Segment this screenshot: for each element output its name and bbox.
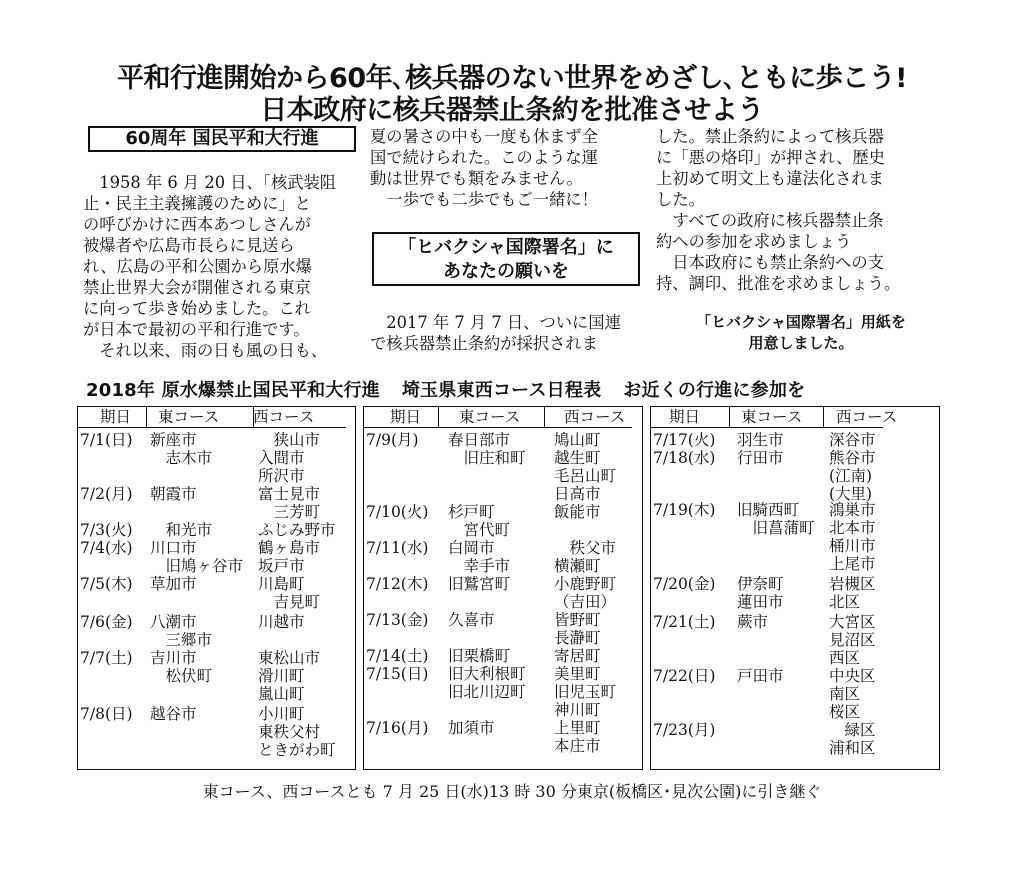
date-cell: 7/3(火) [80,521,133,539]
east-course-cell [737,501,815,537]
west-course-cell [829,431,876,449]
place-name: 新座市 [150,431,197,449]
text-line: した。禁止条約によって核兵器 [656,127,884,146]
place-name: 川越市 [258,613,305,631]
schedule-table-2 [363,406,643,770]
place-name: 見沼区 [829,631,876,649]
header-east: 東コース [459,408,521,426]
place-name: 嵐山町 [258,685,305,703]
place-name: 入間市 [258,449,305,467]
text-line: 夏の暑さの中も一度も休まず全 [370,127,598,146]
hibakusha-heading [372,232,640,286]
west-course-cell [258,431,320,485]
place-name: 草加市 [150,575,197,593]
west-course-cell [258,485,320,521]
header-date: 期日 [390,408,422,426]
text-line: に向って歩き始めました。これ [83,299,311,318]
text-line: すべての政府に核兵器禁止条 [672,211,884,230]
place-name: 旧菖蒲町 [737,519,815,537]
west-course-cell [554,431,616,503]
header-west: 西コース [836,408,898,426]
place-name: 皆野町 [554,611,601,629]
text-line: 一歩でも二歩でもご一緒に！ [386,190,598,209]
header-date: 期日 [669,408,701,426]
east-course-cell [150,575,197,593]
place-name: 八潮市 [150,613,197,631]
west-course-cell [258,539,320,575]
header-divider [729,407,730,427]
text-line: 持、調印、批准を求めましょう。 [656,274,901,293]
west-course-cell [554,539,616,575]
place-name: (江南) [829,467,873,485]
west-course-cell [258,613,305,631]
east-course-cell [150,431,212,467]
date-cell: 7/5(木) [80,575,133,593]
date-cell: 7/2(月) [80,485,133,503]
text-line: 禁止世界大会が開催される東京 [83,278,311,297]
place-name: 旧鷲宮町 [448,575,511,593]
text-line: で核兵器禁止条約が採択されま [370,334,598,353]
date-cell: 7/13(金) [366,611,429,629]
place-name: （吉田） [554,593,617,611]
place-name: 志木市 [150,449,213,467]
place-name: 伊奈町 [737,575,784,593]
signature-form-notice [656,312,946,354]
text-line: 日本政府にも禁止条約への支 [672,253,884,272]
place-name: 本庄市 [554,737,601,755]
place-name: 大宮区 [829,613,876,631]
date-cell: 7/7(土) [80,649,133,667]
date-cell: 7/16(月) [366,719,429,737]
text-line: 上初めて明文上も違法化されま [656,169,884,188]
text-line: が日本で最初の平和行進です。 [83,320,310,339]
east-course-cell [737,667,784,685]
header-divider [823,407,824,427]
place-name: 神川町 [554,701,601,719]
anniversary-text [83,172,363,361]
place-name: 小川町 [258,705,305,723]
place-name: 蕨市 [737,613,769,631]
place-name: 越谷市 [150,705,197,723]
place-name: 坂戸市 [258,557,305,575]
east-course-cell [448,431,526,467]
date-cell: 7/1(日) [80,431,133,449]
east-course-cell [448,665,526,701]
place-name: 和光市 [150,521,213,539]
text-line: の呼びかけに西本あつしさんが [83,215,311,234]
place-name: 西区 [829,649,861,667]
date-cell: 7/10(火) [366,503,429,521]
schedule-title-tail: お近くの行進に参加を [623,380,806,401]
east-course-cell [448,539,510,575]
headline-line-2: 日本政府に核兵器禁止条約を批准させよう [260,95,764,126]
date-cell: 7/6(金) [80,613,133,631]
place-name: 上尾市 [829,555,876,573]
west-course-cell [258,575,320,611]
header-rule [78,427,346,428]
east-course-cell [150,539,243,575]
place-name: 旧大利根町 [448,665,526,683]
anniversary-heading: 60周年 国民平和大行進 [88,126,356,152]
west-course-cell [829,501,876,573]
text-line: 1958 年 6 月 20 日、「核武装阻 [99,173,337,192]
text-line: 被爆者や広島市長らに見送ら [83,236,295,255]
place-name: (大里) [829,485,873,503]
place-name: 白岡市 [448,539,495,557]
header-divider [253,407,254,427]
place-name: 鶴ヶ島市 [258,539,321,557]
west-course-cell [554,575,616,611]
header-west: 西コース [564,408,626,426]
schedule-title [86,376,827,402]
west-course-cell [829,721,876,757]
date-cell: 7/20(金) [653,575,716,593]
place-name: 蓮田市 [737,593,784,611]
schedule-title-year: 2018年 原水爆禁止国民平和大行進 [86,380,380,401]
place-name: 東松山市 [258,649,321,667]
east-course-cell [150,485,197,503]
place-name: ふじみ野市 [258,521,336,539]
date-cell: 7/23(月) [653,721,716,739]
place-name: 上里町 [554,719,601,737]
place-name: 鳩山町 [554,431,601,449]
header-east: 東コース [158,408,220,426]
place-name: 加須市 [448,719,495,737]
west-course-cell [258,649,320,703]
place-name: 春日部市 [448,431,511,449]
date-cell: 7/8(日) [80,705,133,723]
place-name: 桶川市 [829,537,876,555]
place-name: 旧栗橋町 [448,647,511,665]
text-line: れ、広島の平和公園から原水爆 [83,257,312,276]
place-name: 日高市 [554,485,601,503]
header-divider [146,407,147,427]
date-cell: 7/18(水) [653,449,716,467]
west-course-cell [554,665,616,719]
place-name: 吉川市 [150,649,197,667]
east-course-cell [150,613,212,649]
west-course-cell [829,449,876,503]
place-name: 旧騎西町 [737,501,800,519]
place-name: 小鹿野町 [554,575,617,593]
header-divider [438,407,439,427]
place-name: 毛呂山町 [554,467,617,485]
text-line: に「悪の烙印」が押され、歴史 [656,148,885,167]
place-name: 行田市 [737,449,784,467]
date-cell: 7/11(水) [366,539,429,557]
place-name: 岩槻区 [829,575,876,593]
date-cell: 7/9(月) [366,431,419,449]
place-name: 幸手市 [448,557,511,575]
east-course-cell [448,611,495,629]
east-course-cell [150,521,212,539]
place-name: 寄居町 [554,647,601,665]
place-name: 羽生市 [737,431,784,449]
date-cell: 7/15(日) [366,665,429,683]
place-name: 北本市 [829,519,876,537]
header-divider [544,407,545,427]
place-name: 所沢市 [258,467,305,485]
place-name: 久喜市 [448,611,495,629]
east-course-cell [737,613,768,631]
east-course-cell [150,705,197,723]
place-name: 旧庄和町 [448,449,526,467]
east-course-cell [737,431,784,449]
place-name: 横瀬町 [554,557,601,575]
place-name: 長瀞町 [554,629,601,647]
date-cell: 7/14(土) [366,647,429,665]
place-name: 飯能市 [554,503,601,521]
place-name: ときがわ町 [258,741,336,759]
place-name: 南区 [829,685,861,703]
header-rule [364,427,632,428]
place-name: 宮代町 [448,521,511,539]
west-course-cell [829,575,876,611]
hibakusha-text-continued [656,126,946,294]
text-line: 約への参加を求めましょう [656,232,852,251]
date-cell: 7/21(土) [653,613,716,631]
place-name: 三芳町 [258,503,321,521]
schedule-title-main: 埼玉県東西コース日程表 [401,380,602,401]
anniversary-text-continued [370,126,655,210]
signature-form-notice-line-2: 用意しました。 [748,334,854,352]
schedule-table-1 [77,406,356,770]
east-course-cell [150,649,212,685]
text-line: 2017 年 7 月 7 日、ついに国連 [386,313,621,332]
east-course-cell [737,449,784,467]
place-name: 旧鳩ヶ谷市 [150,557,244,575]
header-date: 期日 [100,408,132,426]
header-west: 西コース [253,408,315,426]
place-name: 緑区 [829,721,876,739]
hibakusha-heading-line-1: 「ヒバクシャ国際署名」に [398,237,614,258]
place-name: 北区 [829,593,861,611]
place-name: 浦和区 [829,739,876,757]
place-name: 旧北川辺町 [448,683,526,701]
date-cell: 7/22(日) [653,667,716,685]
text-line: それ以来、雨の日も風の日も、 [99,341,328,360]
place-name: 吉見町 [258,593,321,611]
headline-line-1: 平和行進開始から60年､核兵器のない世界をめざし､ともに歩こう! [117,63,907,94]
west-course-cell [554,503,601,521]
date-cell: 7/12(木) [366,575,429,593]
west-course-cell [554,719,601,755]
text-line: 止・民主主義擁護のために」と [83,194,311,213]
place-name: 朝霞市 [150,485,197,503]
place-name: 滑川町 [258,667,305,685]
place-name: 東秩父村 [258,723,321,741]
east-course-cell [448,719,495,737]
west-course-cell [554,611,601,647]
east-course-cell [448,503,510,539]
date-cell: 7/4(水) [80,539,133,557]
place-name: 旧児玉町 [554,683,617,701]
east-course-cell [448,575,510,593]
west-course-cell [258,521,336,539]
place-name: 桜区 [829,703,861,721]
place-name: 三郷市 [150,631,213,649]
handover-note: 東コース、西コースとも 7 月 25 日(水)13 時 30 分東京(板橋区･見次公園)に引き継ぐ [202,782,822,801]
place-name: 川島町 [258,575,305,593]
place-name: 秩父市 [554,539,617,557]
date-cell: 7/19(木) [653,501,716,519]
place-name: 杉戸町 [448,503,495,521]
place-name: 中央区 [829,667,876,685]
place-name: 深谷市 [829,431,876,449]
place-name: 越生町 [554,449,601,467]
place-name: 松伏町 [150,667,213,685]
west-course-cell [829,667,876,721]
east-course-cell [448,647,510,665]
west-course-cell [554,647,601,665]
west-course-cell [258,705,336,759]
hibakusha-heading-line-2: あなたの願いを [443,261,569,282]
signature-form-notice-line-1: 「ヒバクシャ国際署名」用紙を [696,313,906,331]
header-rule [651,427,883,428]
place-name: 富士見市 [258,485,321,503]
place-name: 狭山市 [258,431,321,449]
place-name: 美里町 [554,665,601,683]
text-line: 国で続けられた。このような運 [370,148,598,167]
east-course-cell [737,575,784,611]
hibakusha-text [370,312,655,354]
west-course-cell [829,613,876,667]
schedule-table-3 [650,406,940,770]
place-name: 熊谷市 [829,449,876,467]
date-cell: 7/17(火) [653,431,716,449]
header-east: 東コース [741,408,803,426]
text-line: 動は世界でも類をみません。 [370,169,583,188]
place-name: 戸田市 [737,667,784,685]
text-line: した。 [656,190,705,209]
place-name: 川口市 [150,539,197,557]
place-name: 鴻巣市 [829,501,876,519]
